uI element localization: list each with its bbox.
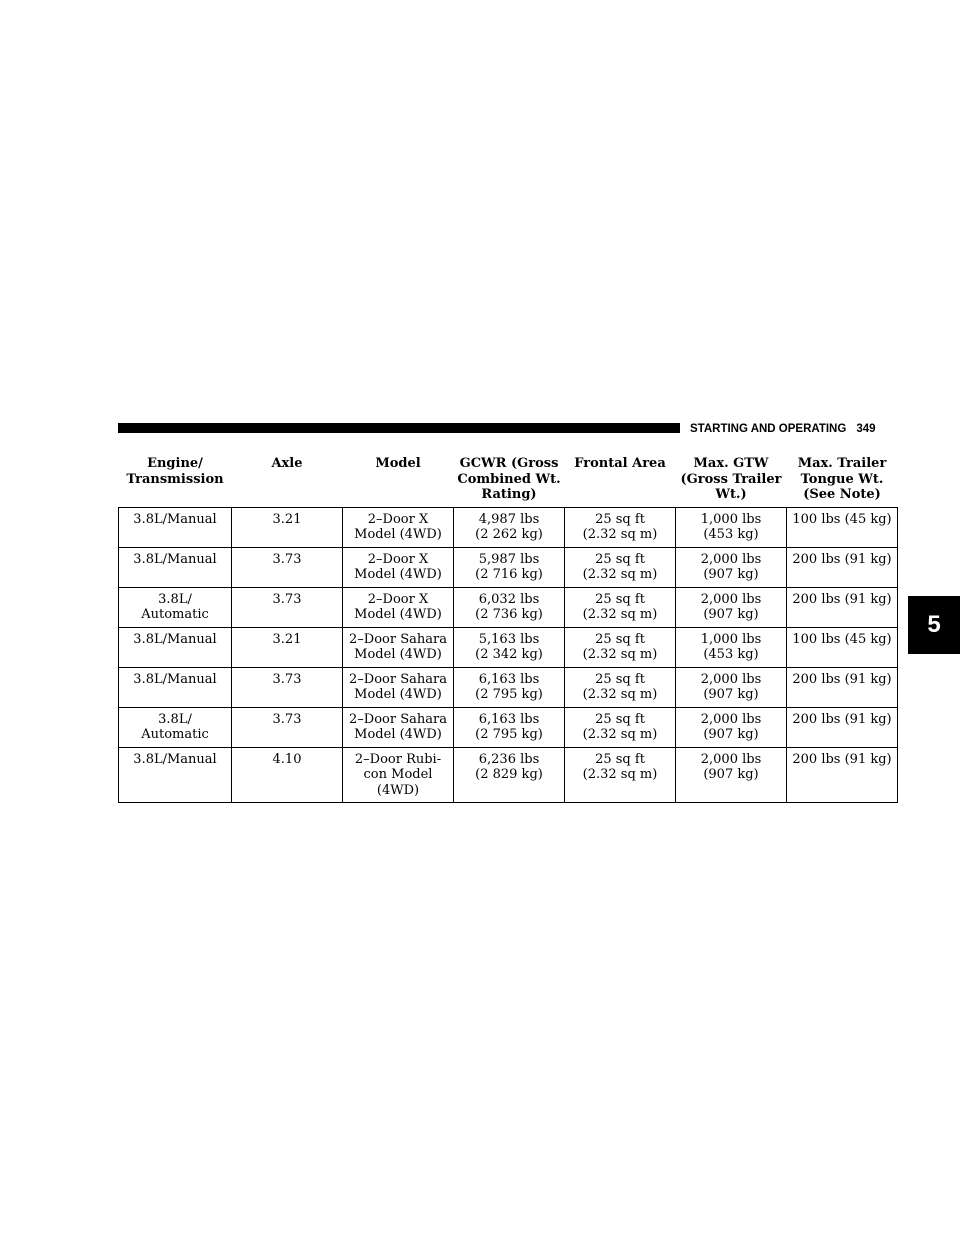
table-header-row bbox=[119, 452, 898, 507]
table-row bbox=[119, 507, 898, 547]
table-cell: 2–Door Rubi- con Model (4WD) bbox=[343, 747, 454, 803]
column-header: Model bbox=[343, 452, 454, 507]
table-cell: 2–Door X Model (4WD) bbox=[343, 587, 454, 627]
column-header: Axle bbox=[232, 452, 343, 507]
table-cell: 25 sq ft (2.32 sq m) bbox=[565, 587, 676, 627]
header-rule bbox=[118, 423, 680, 433]
column-header: Max. Trailer Tongue Wt. (See Note) bbox=[787, 452, 898, 507]
table-cell: 3.8L/Manual bbox=[119, 667, 232, 707]
column-header: GCWR (Gross Combined Wt. Rating) bbox=[454, 452, 565, 507]
table-cell: 25 sq ft (2.32 sq m) bbox=[565, 507, 676, 547]
table-cell: 3.8L/Manual bbox=[119, 747, 232, 803]
table-cell: 5,163 lbs (2 342 kg) bbox=[454, 627, 565, 667]
table-cell: 2–Door Sahara Model (4WD) bbox=[343, 707, 454, 747]
table-cell: 1,000 lbs (453 kg) bbox=[676, 507, 787, 547]
table-cell: 25 sq ft (2.32 sq m) bbox=[565, 747, 676, 803]
table-row bbox=[119, 587, 898, 627]
table-cell: 3.73 bbox=[232, 547, 343, 587]
table-cell: 2,000 lbs (907 kg) bbox=[676, 547, 787, 587]
table-cell: 3.8L/Manual bbox=[119, 507, 232, 547]
table-cell: 2,000 lbs (907 kg) bbox=[676, 667, 787, 707]
table-row bbox=[119, 667, 898, 707]
table-cell: 6,032 lbs (2 736 kg) bbox=[454, 587, 565, 627]
table-cell: 3.73 bbox=[232, 667, 343, 707]
table-cell: 25 sq ft (2.32 sq m) bbox=[565, 627, 676, 667]
table-cell: 200 lbs (91 kg) bbox=[787, 547, 898, 587]
table-cell: 6,236 lbs (2 829 kg) bbox=[454, 747, 565, 803]
table-row bbox=[119, 707, 898, 747]
running-header bbox=[690, 420, 950, 438]
table-cell: 3.73 bbox=[232, 707, 343, 747]
table-cell: 2–Door X Model (4WD) bbox=[343, 547, 454, 587]
column-header: Max. GTW (Gross Trailer Wt.) bbox=[676, 452, 787, 507]
table-cell: 3.21 bbox=[232, 507, 343, 547]
table-cell: 2,000 lbs (907 kg) bbox=[676, 747, 787, 803]
section-title: STARTING AND OPERATING bbox=[690, 423, 847, 435]
table-cell: 200 lbs (91 kg) bbox=[787, 667, 898, 707]
table-cell: 3.8L/Manual bbox=[119, 627, 232, 667]
table-cell: 25 sq ft (2.32 sq m) bbox=[565, 547, 676, 587]
table-cell: 5,987 lbs (2 716 kg) bbox=[454, 547, 565, 587]
column-header: Frontal Area bbox=[565, 452, 676, 507]
page-number: 349 bbox=[856, 423, 876, 435]
table-cell: 200 lbs (91 kg) bbox=[787, 587, 898, 627]
table-cell: 200 lbs (91 kg) bbox=[787, 747, 898, 803]
table-cell: 2,000 lbs (907 kg) bbox=[676, 707, 787, 747]
table-cell: 200 lbs (91 kg) bbox=[787, 707, 898, 747]
towing-spec-table bbox=[118, 452, 898, 803]
table-cell: 3.8L/Manual bbox=[119, 547, 232, 587]
table-cell: 25 sq ft (2.32 sq m) bbox=[565, 667, 676, 707]
table-cell: 100 lbs (45 kg) bbox=[787, 507, 898, 547]
table-cell: 2–Door X Model (4WD) bbox=[343, 507, 454, 547]
table-cell: 4.10 bbox=[232, 747, 343, 803]
table-cell: 6,163 lbs (2 795 kg) bbox=[454, 667, 565, 707]
table-cell: 2–Door Sahara Model (4WD) bbox=[343, 667, 454, 707]
table-cell: 3.73 bbox=[232, 587, 343, 627]
table-cell: 3.8L/ Automatic bbox=[119, 587, 232, 627]
table-row bbox=[119, 627, 898, 667]
table-row bbox=[119, 747, 898, 803]
table-cell: 100 lbs (45 kg) bbox=[787, 627, 898, 667]
table-cell: 1,000 lbs (453 kg) bbox=[676, 627, 787, 667]
table-cell: 2–Door Sahara Model (4WD) bbox=[343, 627, 454, 667]
table-row bbox=[119, 547, 898, 587]
table-cell: 3.21 bbox=[232, 627, 343, 667]
table-cell: 3.8L/ Automatic bbox=[119, 707, 232, 747]
table-cell: 2,000 lbs (907 kg) bbox=[676, 587, 787, 627]
column-header: Engine/ Transmission bbox=[119, 452, 232, 507]
table-cell: 6,163 lbs (2 795 kg) bbox=[454, 707, 565, 747]
chapter-tab: 5 bbox=[908, 596, 960, 654]
table-cell: 25 sq ft (2.32 sq m) bbox=[565, 707, 676, 747]
table-cell: 4,987 lbs (2 262 kg) bbox=[454, 507, 565, 547]
